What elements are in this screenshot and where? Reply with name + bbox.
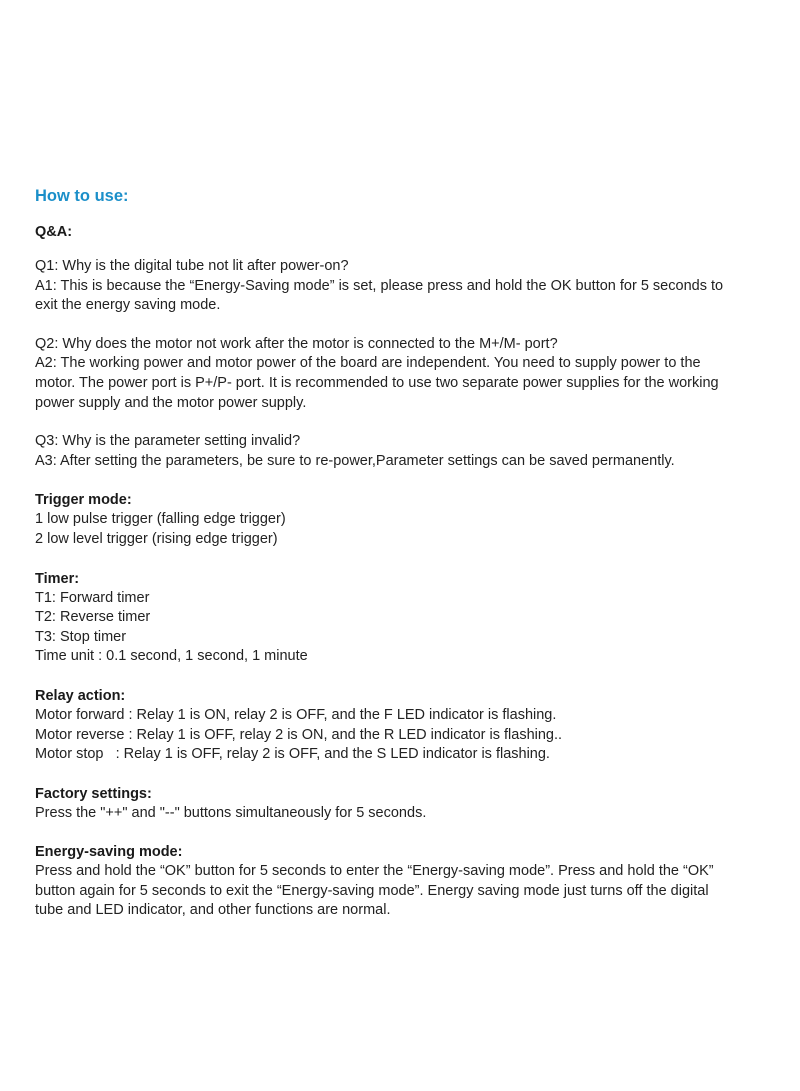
timer-line: T2: Reverse timer (35, 609, 151, 626)
timer-line: Time unit : 0.1 second, 1 second, 1 minute (35, 648, 308, 665)
qa-line: Q2: Why does the motor not work after the motor is connected to the M+/M- port? (35, 335, 558, 352)
page-heading: How to use: (35, 187, 129, 205)
factory-settings-section (35, 784, 775, 824)
qa-title: Q&A: (35, 224, 73, 240)
factory-settings-title: Factory settings: (35, 785, 152, 802)
qa-item-1 (35, 257, 775, 316)
qa-item-3 (35, 432, 775, 471)
relay-action-title: Relay action: (35, 687, 126, 704)
qa-item-2 (35, 335, 775, 413)
qa-line: Q3: Why is the parameter setting invalid? (35, 433, 301, 450)
qa-line: exit the energy saving mode. (35, 297, 221, 314)
relay-action-line: Motor stop : Relay 1 is OFF, relay 2 is OFF, and the S LED indicator is flashing. (35, 746, 550, 763)
energy-saving-line: Press and hold the “OK” button for 5 seconds to enter the “Energy-saving mode”. Press and hold the “OK” (35, 863, 714, 880)
timer-title: Timer: (35, 570, 80, 587)
qa-line: power supply and the motor power supply. (35, 394, 307, 411)
energy-saving-line: tube and LED indicator, and other functions are normal. (35, 902, 391, 919)
document-page (35, 184, 775, 940)
qa-line: motor. The power port is P+/P- port. It is recommended to use two separate power supplies for the working (35, 374, 719, 391)
trigger-mode-title: Trigger mode: (35, 492, 132, 509)
factory-settings-line: Press the "++" and "--" buttons simultaneously for 5 seconds. (35, 804, 427, 821)
timer-section (35, 569, 775, 667)
energy-saving-title: Energy-saving mode: (35, 844, 183, 861)
timer-line: T3: Stop timer (35, 628, 127, 645)
trigger-mode-section (35, 490, 775, 549)
qa-line: A3: After setting the parameters, be sure to re-power,Parameter settings can be saved permanently. (35, 452, 675, 469)
qa-line: Q1: Why is the digital tube not lit after power-on? (35, 258, 349, 274)
relay-action-section (35, 686, 775, 765)
relay-action-line: Motor reverse : Relay 1 is OFF, relay 2 is ON, and the R LED indicator is flashing.. (35, 726, 563, 743)
trigger-mode-line: 2 low level trigger (rising edge trigger) (35, 530, 278, 547)
relay-action-line: Motor forward : Relay 1 is ON, relay 2 is OFF, and the F LED indicator is flashing. (35, 706, 557, 723)
energy-saving-section (35, 842, 775, 921)
energy-saving-line: button again for 5 seconds to exit the “Energy-saving mode”. Energy saving mode just turns off the digital (35, 882, 709, 899)
timer-line: T1: Forward timer (35, 589, 150, 606)
qa-line: A1: This is because the “Energy-Saving mode” is set, please press and hold the OK button for 5 seconds to (35, 277, 724, 294)
trigger-mode-line: 1 low pulse trigger (falling edge trigger) (35, 511, 286, 528)
qa-line: A2: The working power and motor power of the board are independent. You need to supply power to the (35, 355, 701, 372)
